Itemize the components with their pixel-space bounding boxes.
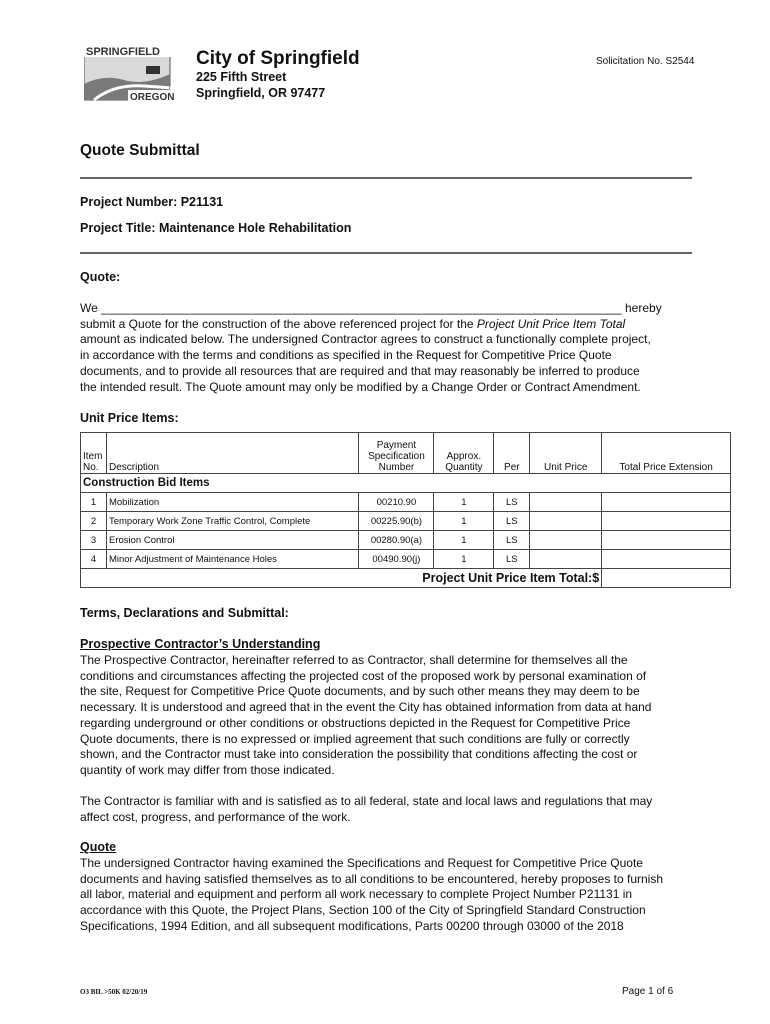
- project-title: Project Title: Maintenance Hole Rehabilitation: [80, 221, 352, 235]
- header-per: Per: [494, 433, 530, 474]
- cell-desc: Erosion Control: [106, 531, 358, 550]
- cell-unit-price-input[interactable]: [530, 531, 602, 550]
- cell-per: LS: [494, 550, 530, 569]
- understanding-heading: Prospective Contractor’s Understanding: [80, 637, 321, 651]
- header-quantity: Approx. Quantity: [434, 433, 494, 474]
- text-line: all labor, material and equipment and perform all work necessary to complete Project Number P21131 in: [80, 887, 633, 902]
- text-line: the intended result. The Quote amount may only be modified by a Change Order or Contract Amendment.: [80, 379, 641, 394]
- text-line: Quote documents, there is no expressed or implied agreement that such conditions are fully or correctly: [80, 731, 630, 746]
- header-spec: Payment Specification Number: [359, 433, 434, 474]
- cell-total-input[interactable]: [602, 512, 731, 531]
- logo-text-top: SPRINGFIELD: [86, 46, 160, 58]
- text-line: documents and having satisfied themselves as to all conditions to be encountered, hereby proposes to furnish: [80, 871, 664, 886]
- cell-spec: 00210.90: [359, 493, 434, 512]
- text-line: the site, Request for Competitive Price Quote documents, and by such other means they may deem to be: [80, 684, 640, 699]
- table-row: [81, 493, 731, 512]
- logo-text-bottom: OREGON: [130, 92, 175, 102]
- text-line: amount as indicated below. The undersigned Contractor agrees to construct a functionally complete project,: [80, 332, 651, 347]
- cell-no: 2: [81, 512, 107, 531]
- cell-unit-price-input[interactable]: [530, 512, 602, 531]
- text-line: in accordance with the terms and conditions as specified in the Request for Competitive Price Quote: [80, 348, 612, 363]
- cell-per: LS: [494, 512, 530, 531]
- cell-total-input[interactable]: [602, 531, 731, 550]
- cell-qty: 1: [434, 550, 494, 569]
- cell-per: LS: [494, 531, 530, 550]
- cell-spec: 00280.90(a): [359, 531, 434, 550]
- cell-total-input[interactable]: [602, 550, 731, 569]
- text-line: affect cost, progress, and performance of the work.: [80, 809, 351, 824]
- address-line1: 225 Fifth Street: [196, 70, 287, 84]
- cell-spec: 00225.90(b): [359, 512, 434, 531]
- terms-heading: Terms, Declarations and Submittal:: [80, 606, 289, 620]
- cell-desc: Minor Adjustment of Maintenance Holes: [106, 550, 358, 569]
- table-row: [81, 550, 731, 569]
- cell-qty: 1: [434, 531, 494, 550]
- text-line: conditions and circumstances affecting the projected cost of the proposed work by personal examination of: [80, 668, 647, 683]
- quote-sub-heading: Quote: [80, 840, 117, 854]
- solicitation-number: Solicitation No. S2544: [596, 56, 695, 67]
- emphasis: Project Unit Price Item Total: [476, 316, 626, 331]
- group-label: Construction Bid Items: [81, 474, 731, 493]
- cell-desc: Mobilization: [106, 493, 358, 512]
- cell-unit-price-input[interactable]: [530, 550, 602, 569]
- city-logo: [84, 44, 180, 102]
- table-header-row: [81, 433, 731, 474]
- cell-per: LS: [494, 493, 530, 512]
- cell-no: 4: [81, 550, 107, 569]
- page-title: Quote Submittal: [80, 142, 200, 159]
- org-name: City of Springfield: [196, 48, 360, 69]
- cell-qty: 1: [434, 493, 494, 512]
- text-line: accordance with this Quote, the Project Plans, Section 100 of the City of Springfield Standard Construction: [80, 903, 646, 918]
- text-line: Specifications, 1994 Edition, and all subsequent modifications, Parts 00200 through 03000 of the 2018: [80, 918, 624, 933]
- text-line: submit a Quote for the construction of the above referenced project for the Project Unit Price Item Total: [80, 316, 626, 331]
- text-line: shown, and the Contractor must take into consideration the possibility that conditions affecting the cost or: [80, 747, 638, 762]
- total-input[interactable]: [602, 569, 731, 588]
- cell-no: 1: [81, 493, 107, 512]
- header-unit-price: Unit Price: [530, 433, 602, 474]
- cell-qty: 1: [434, 512, 494, 531]
- header-item-no: Item No.: [81, 433, 107, 474]
- unit-price-heading: Unit Price Items:: [80, 411, 179, 425]
- text-line: The Prospective Contractor, hereinafter referred to as Contractor, shall determine for themselves all the: [80, 653, 628, 667]
- header-description: Description: [106, 433, 358, 474]
- form-code: O3 BIL >50K 02/20/19: [80, 988, 148, 996]
- page-number: Page 1 of 6: [622, 986, 674, 997]
- text-line: documents, and to provide all resources that are required and that may reasonably be inferred to produce: [80, 363, 640, 378]
- text-line: regarding underground or other conditions or obstructions depicted in the Request for Competitive Price: [80, 715, 631, 730]
- header-total: Total Price Extension: [602, 433, 731, 474]
- cell-no: 3: [81, 531, 107, 550]
- divider: [80, 177, 692, 179]
- table-row: [81, 512, 731, 531]
- table-total-row: [81, 569, 731, 588]
- divider: [80, 252, 692, 254]
- address-line2: Springfield, OR 97477: [196, 86, 326, 100]
- total-label: Project Unit Price Item Total:$: [81, 569, 602, 588]
- laws-paragraph: [80, 794, 690, 825]
- unit-price-table: [80, 432, 731, 588]
- cell-desc: Temporary Work Zone Traffic Control, Complete: [106, 512, 358, 531]
- cell-unit-price-input[interactable]: [530, 493, 602, 512]
- cell-spec: 00490.90(j): [359, 550, 434, 569]
- text-line: The undersigned Contractor having examined the Specifications and Request for Competitive Price Quote: [80, 856, 643, 870]
- text-line: necessary. It is understood and agreed that in the event the City has obtained information from data at hand: [80, 700, 652, 715]
- table-row: [81, 531, 731, 550]
- quote-sub-paragraph: [80, 856, 690, 935]
- project-number: Project Number: P21131: [80, 195, 224, 209]
- quote-paragraph: [80, 301, 690, 395]
- table-group-row: [81, 474, 731, 493]
- text-line: We ______________________________________________________________________________ hereby: [80, 301, 662, 315]
- text-line: The Contractor is familiar with and is satisfied as to all federal, state and local laws and regulations that may: [80, 794, 653, 808]
- text-line: quantity of work may differ from those indicated.: [80, 762, 335, 777]
- understanding-paragraph: [80, 653, 690, 779]
- cell-total-input[interactable]: [602, 493, 731, 512]
- quote-heading: Quote:: [80, 270, 121, 284]
